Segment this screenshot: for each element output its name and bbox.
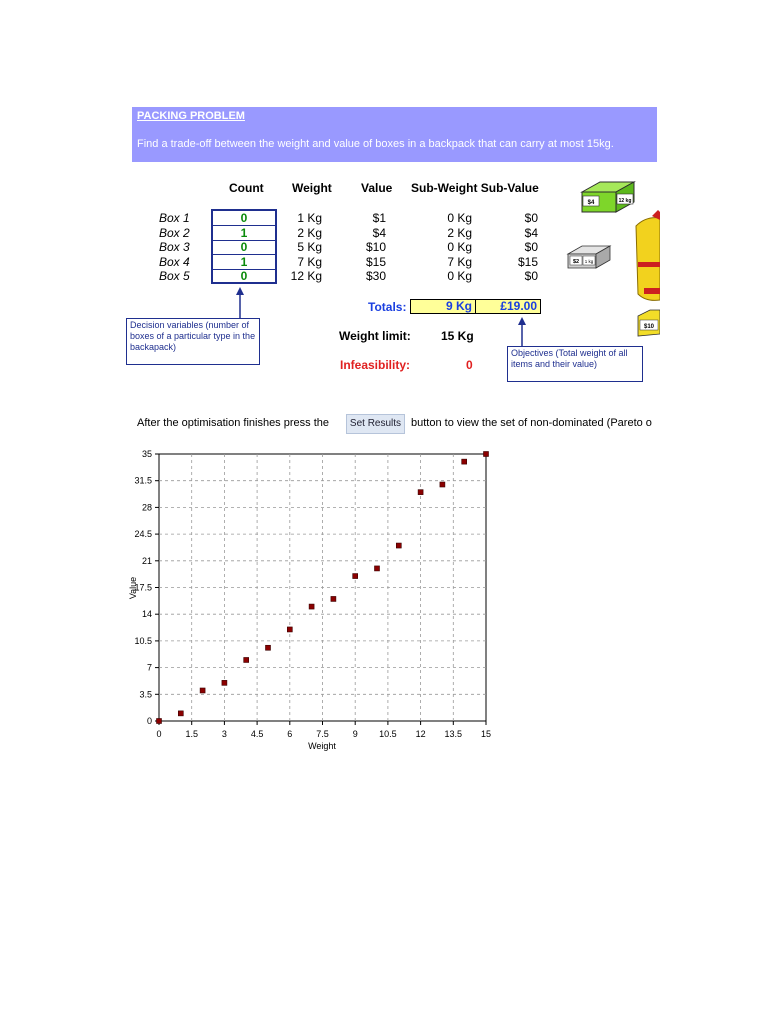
weight-cell: 2 Kg	[297, 226, 322, 240]
total-weight: 9 Kg	[410, 299, 476, 314]
count-cell[interactable]: 0	[213, 240, 275, 255]
y-tick-label: 17.5	[134, 582, 152, 593]
data-point	[287, 627, 292, 632]
x-tick-label: 12	[415, 729, 426, 739]
totals-label: Totals:	[368, 300, 407, 314]
count-cell[interactable]: 1	[213, 255, 275, 270]
objectives-note: Objectives (Total weight of all items and their value)	[507, 346, 643, 382]
sub-value-cell: $0	[524, 269, 538, 283]
x-tick-label: 0	[156, 729, 162, 739]
data-point	[309, 604, 314, 609]
sub-weight-cell: 7 Kg	[447, 255, 472, 269]
y-tick-label: 35	[141, 449, 152, 459]
sub-value-cell: $4	[524, 226, 538, 240]
value-cell: $30	[365, 269, 386, 283]
page-title: PACKING PROBLEM	[137, 110, 245, 122]
data-point	[331, 596, 336, 601]
x-tick-label: 1.5	[185, 729, 198, 739]
x-tick-label: 7.5	[316, 729, 329, 739]
backpack-band	[644, 288, 660, 294]
y-axis-ticks	[134, 449, 159, 726]
value-cell: $15	[365, 255, 386, 269]
x-tick-label: 13.5	[444, 729, 463, 739]
data-point	[353, 574, 358, 579]
data-point	[222, 680, 227, 685]
yellow-box-price: $10	[643, 324, 655, 330]
backpack-band	[638, 262, 660, 267]
infeasibility-value: 0	[466, 358, 473, 372]
y-tick-label: 3.5	[139, 689, 152, 700]
x-tick-label: 6	[287, 729, 293, 739]
row-label: Box 4	[159, 255, 190, 269]
row-label: Box 2	[159, 226, 190, 240]
value-cell: $10	[365, 240, 386, 254]
data-point	[200, 688, 205, 693]
x-tick-label: 9	[352, 729, 358, 739]
x-axis-label: Weight	[308, 741, 336, 751]
y-tick-label: 7	[146, 662, 152, 673]
header-value: Value	[361, 181, 393, 195]
y-tick-label: 31.5	[134, 475, 152, 486]
data-point	[462, 459, 467, 464]
instruction-text-before: After the optimisation finishes press the	[137, 417, 329, 429]
boxes-illustration	[560, 178, 660, 348]
arrow-head	[518, 317, 526, 325]
data-point	[396, 543, 401, 548]
data-point	[418, 490, 423, 495]
data-point	[244, 657, 249, 662]
green-box-price: $4	[587, 200, 595, 206]
x-tick-label: 10.5	[379, 729, 397, 739]
instruction-text-after: button to view the set of non-dominated (Pareto o	[411, 417, 652, 429]
row-label: Box 3	[159, 240, 190, 254]
header-weight: Weight	[292, 181, 332, 195]
y-tick-label: 21	[141, 555, 152, 566]
row-label: Box 5	[159, 269, 190, 283]
grey-box-weight: 1 kg	[584, 259, 594, 264]
sub-weight-cell: 0 Kg	[447, 240, 472, 254]
x-tick-label: 4.5	[250, 729, 264, 739]
y-tick-label: 10.5	[134, 635, 152, 646]
count-cell[interactable]: 1	[213, 226, 275, 241]
green-box-weight: 12 kg	[618, 198, 632, 204]
header-count: Count	[229, 181, 264, 195]
data-point	[178, 711, 183, 716]
weight-cell: 7 Kg	[297, 255, 322, 269]
y-tick-label: 24.5	[134, 529, 152, 540]
header-sub-weight-sub-value: Sub-Weight Sub-Value	[411, 181, 539, 195]
total-value: £19.00	[475, 299, 541, 314]
x-axis-ticks	[156, 721, 491, 739]
data-point	[157, 719, 162, 724]
data-point	[375, 566, 380, 571]
backpack-body	[636, 218, 660, 301]
grey-box-price: $2	[572, 259, 580, 265]
weight-cell: 12 Kg	[290, 269, 322, 283]
sub-value-cell: $0	[524, 211, 538, 225]
sub-weight-cell: 0 Kg	[447, 211, 472, 225]
data-point	[484, 452, 489, 457]
value-cell: $1	[372, 211, 386, 225]
pareto-scatter-chart	[110, 440, 510, 760]
decision-variables-note: Decision variables (number of boxes of a particular type in the backapack)	[126, 318, 260, 365]
sub-weight-cell: 2 Kg	[447, 226, 472, 240]
x-tick-label: 15	[480, 729, 492, 739]
count-cell[interactable]: 0	[240, 269, 248, 283]
weight-limit-label: Weight limit:	[339, 329, 411, 343]
y-tick-label: 28	[141, 502, 152, 513]
y-tick-label: 0	[146, 716, 152, 726]
infeasibility-label: Infeasibility:	[340, 358, 411, 372]
data-point	[440, 482, 445, 487]
sub-weight-cell: 0 Kg	[447, 269, 472, 283]
y-tick-label: 14	[141, 609, 152, 620]
sub-value-cell: $15	[517, 255, 538, 269]
x-tick-label: 3	[221, 729, 227, 739]
row-label: Box 1	[159, 211, 190, 225]
y-axis-label: Value	[128, 576, 138, 600]
weight-cell: 5 Kg	[297, 240, 322, 254]
weight-limit-value: 15 Kg	[441, 329, 474, 343]
weight-cell: 1 Kg	[297, 211, 322, 225]
set-results-button[interactable]: Set Results	[346, 414, 405, 434]
count-cell[interactable]: 0	[213, 211, 275, 226]
value-cell: $4	[372, 226, 386, 240]
arrow-head	[236, 287, 244, 295]
data-point	[266, 645, 271, 650]
sub-value-cell: $0	[524, 240, 538, 254]
problem-description: Find a trade-off between the weight and value of boxes in a backpack that can carry at most 15kg.	[137, 138, 614, 150]
